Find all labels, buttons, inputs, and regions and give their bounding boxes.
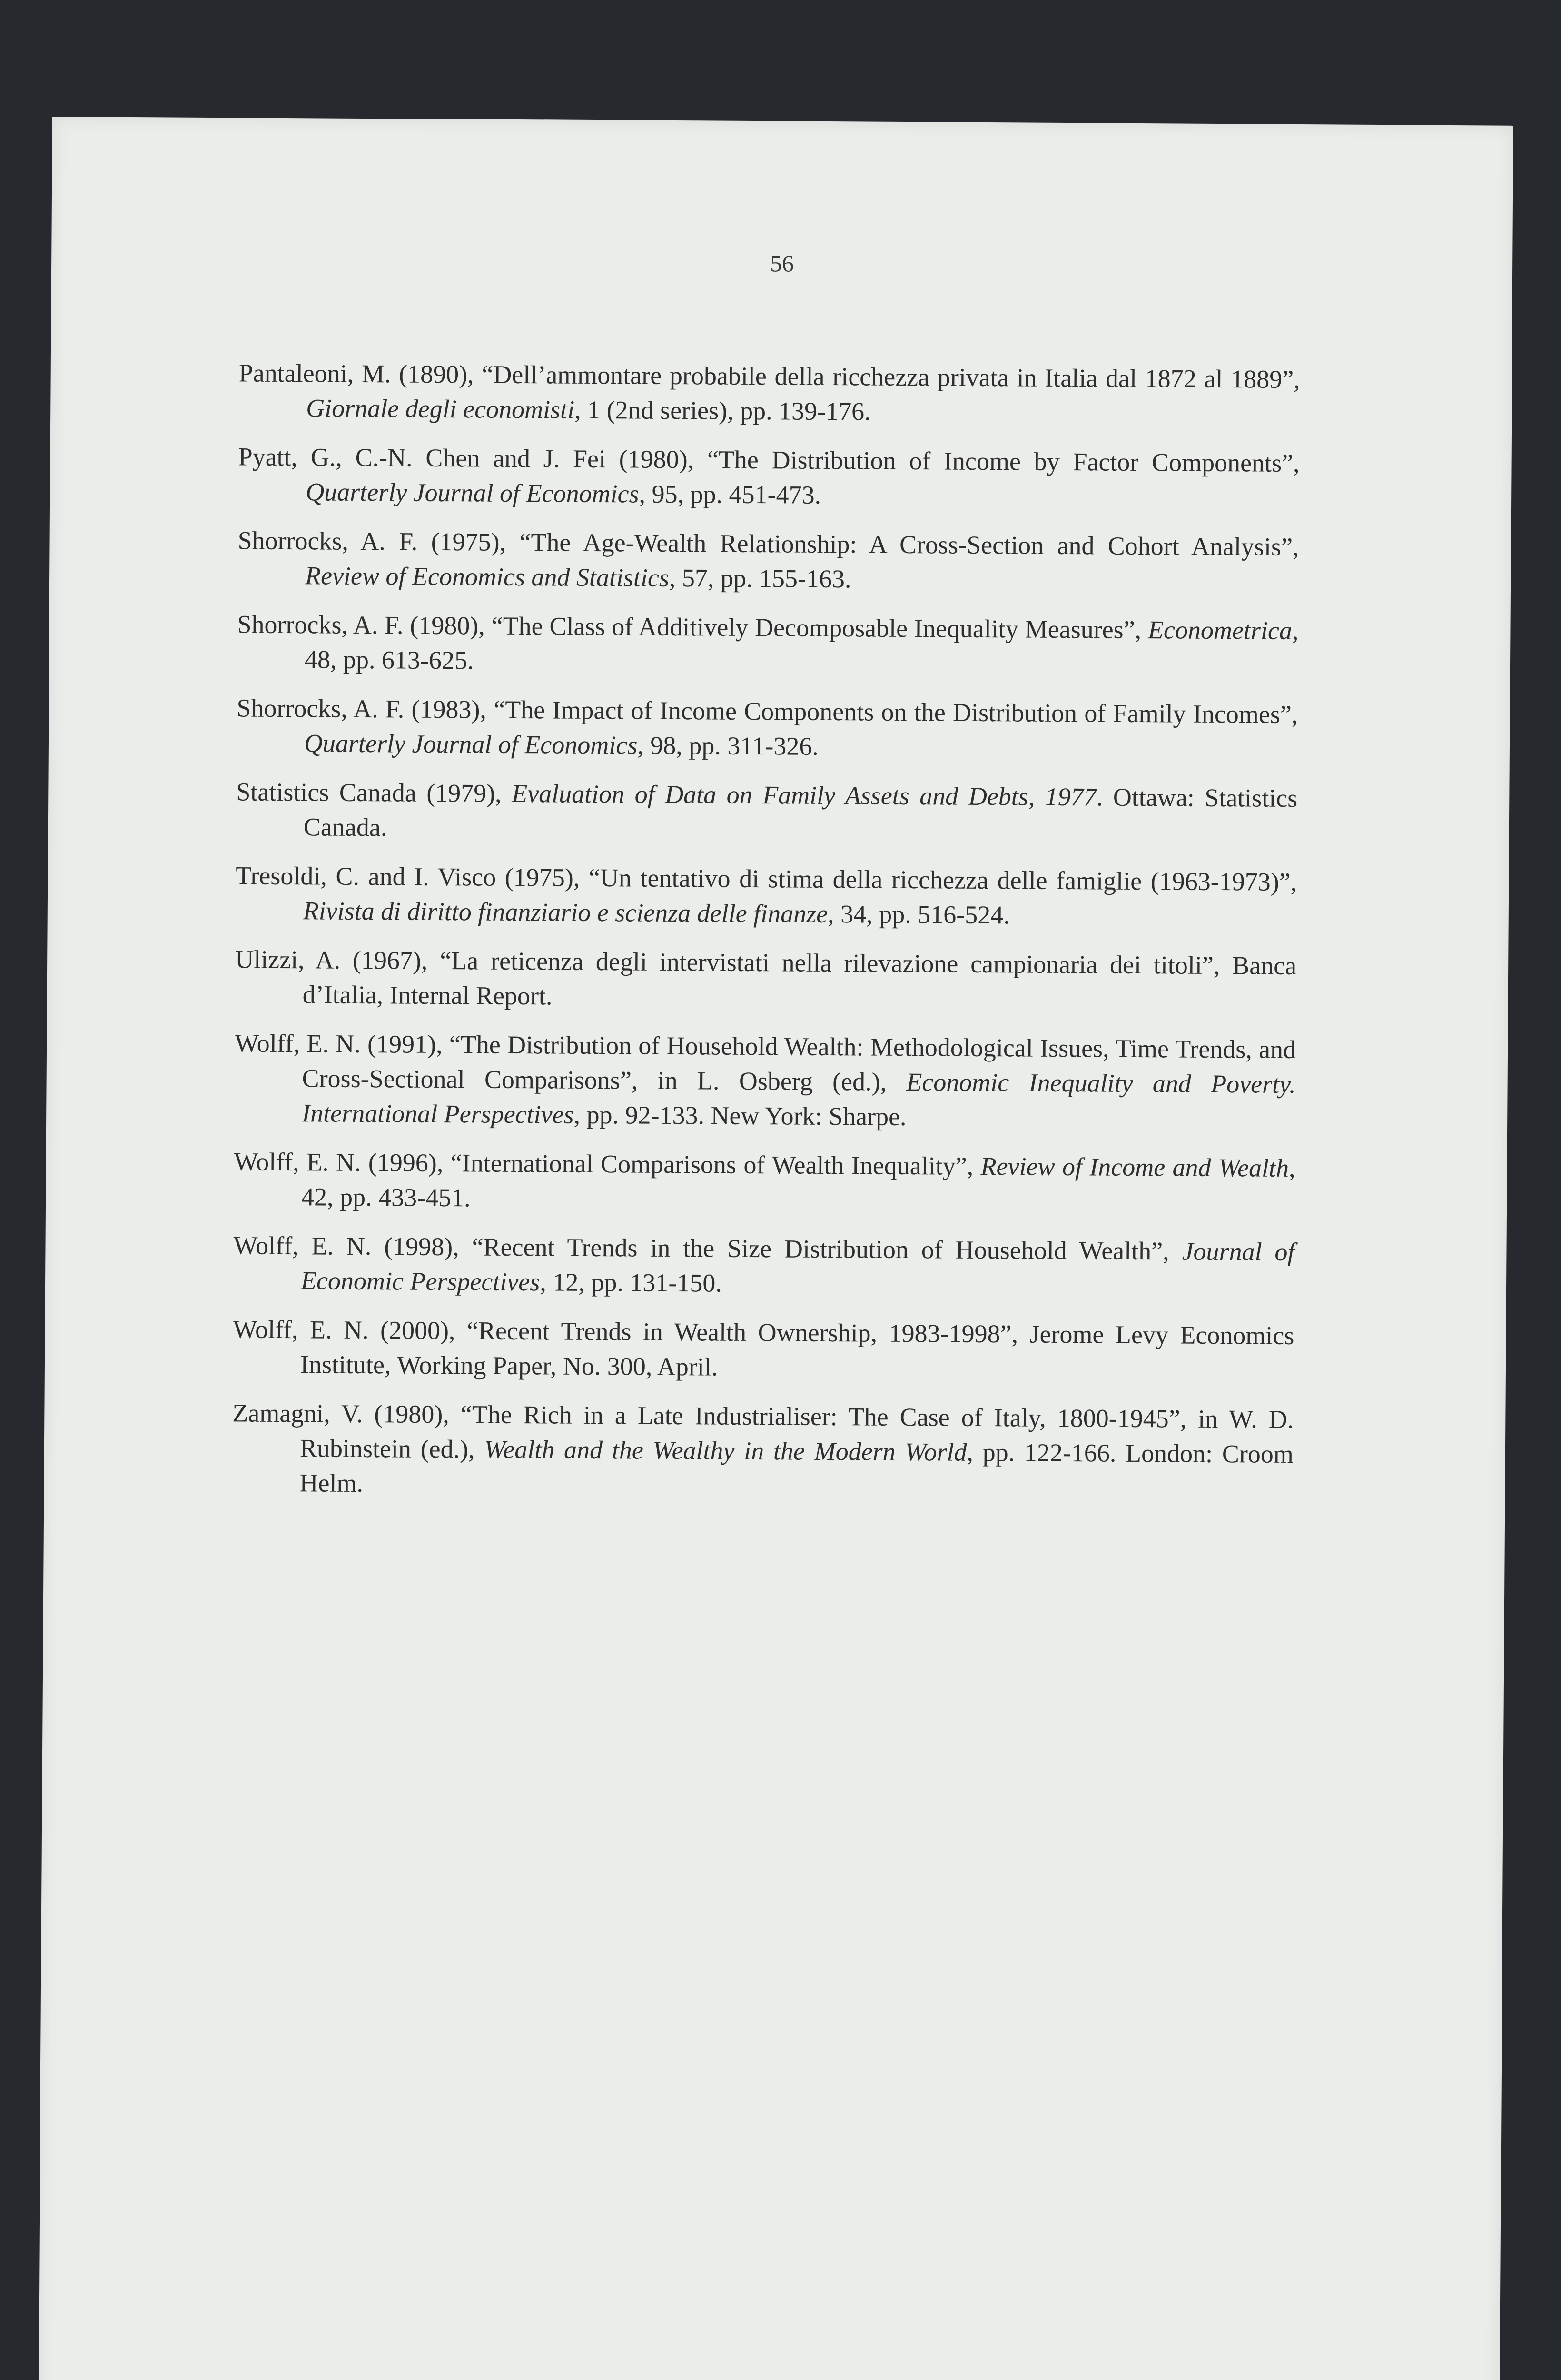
reference-source-title: Wealth and the Wealthy in the Modern World bbox=[484, 1435, 967, 1467]
reference-source-title: Quarterly Journal of Economics bbox=[304, 729, 638, 759]
reference-entry-pyatt-1980 bbox=[238, 439, 1300, 516]
reference-text: , 12, pp. 131-150. bbox=[540, 1268, 722, 1297]
reference-source-title: Review of Income and Wealth bbox=[980, 1152, 1289, 1182]
reference-text: Pantaleoni, M. (1890), “Dell’ammontare probabile della ricchezza privata in Italia dal 1872 al 1889”, bbox=[239, 358, 1300, 394]
reference-text: Shorrocks, A. F. (1975), “The Age-Wealth Relationship: A Cross-Section and Cohort Analysis”, bbox=[237, 526, 1299, 561]
reference-text: , 42, pp. 433-451. bbox=[301, 1154, 1295, 1212]
reference-text: . Ottawa: Statistics Canada. bbox=[304, 783, 1298, 842]
reference-source-title: Evaluation of Data on Family Assets and Debts, 1977 bbox=[512, 779, 1097, 812]
reference-text: , 57, pp. 155-163. bbox=[669, 564, 851, 593]
reference-text: Ulizzi, A. (1967), “La reticenza degli intervistati nella rilevazione campionaria dei titoli”, Banca d’Italia, Internal Report. bbox=[235, 945, 1296, 1010]
reference-text: , 95, pp. 451-473. bbox=[639, 480, 821, 509]
reference-text: , 48, pp. 613-625. bbox=[305, 616, 1299, 674]
reference-text: , pp. 92-133. New York: Sharpe. bbox=[573, 1101, 906, 1131]
reference-text: , 34, pp. 516-524. bbox=[828, 900, 1010, 929]
reference-text: Shorrocks, A. F. (1980), “The Class of Additively Decomposable Inequality Measures”, bbox=[237, 610, 1148, 644]
reference-source-title: Quarterly Journal of Economics bbox=[306, 477, 639, 508]
reference-entry-wolff-1998 bbox=[233, 1228, 1295, 1304]
reference-entry-ulizzi-1967 bbox=[235, 942, 1297, 1018]
reference-entry-wolff-2000 bbox=[233, 1312, 1294, 1388]
reference-text: Wolff, E. N. (1998), “Recent Trends in the Size Distribution of Household Wealth”, bbox=[233, 1231, 1182, 1265]
reference-text: Pyatt, G., C.-N. Chen and J. Fei (1980), “The Distribution of Income by Factor Components”, bbox=[238, 442, 1299, 477]
reference-entry-tresoldi-1975 bbox=[236, 858, 1297, 934]
reference-source-title: Review of Economics and Statistics bbox=[305, 561, 669, 592]
reference-text: Wolff, E. N. (2000), “Recent Trends in Wealth Ownership, 1983-1998”, Jerome Levy Economics Institute, Working Paper, No. 300, April. bbox=[233, 1315, 1294, 1381]
reference-text: , pp. 122-166. London: Croom Helm. bbox=[299, 1438, 1294, 1497]
reference-text: Wolff, E. N. (1996), “International Comparisons of Wealth Inequality”, bbox=[234, 1147, 980, 1180]
reference-source-title: Econometrica bbox=[1148, 615, 1292, 645]
reference-source-title: Journal of Economic Perspectives bbox=[301, 1237, 1295, 1297]
reference-entry-wolff-1991 bbox=[234, 1026, 1296, 1137]
reference-text: Zamagni, V. (1980), “The Rich in a Late Industrialiser: The Case of Italy, 1800-1945”, in W. D. Rubinstein (ed.), bbox=[232, 1398, 1294, 1463]
reference-text: Wolff, E. N. (1991), “The Distribution of Household Wealth: Methodological Issues, Time Trends, and Cross-Sectional Comparisons”, in L. Osberg (ed.), bbox=[235, 1029, 1296, 1096]
reference-list bbox=[232, 356, 1300, 1521]
page-number: 56 bbox=[51, 245, 1512, 282]
reference-entry-shorrocks-1975 bbox=[237, 523, 1299, 599]
reference-text: , 1 (2nd series), pp. 139-176. bbox=[574, 396, 871, 426]
reference-entry-shorrocks-1983 bbox=[237, 691, 1298, 767]
reference-source-title: Giornale degli economisti bbox=[306, 394, 574, 424]
paper-sheet bbox=[37, 117, 1513, 2380]
reference-text: Tresoldi, C. and I. Visco (1975), “Un tentativo di stima della ricchezza delle famiglie (1963-1973)”, bbox=[236, 861, 1297, 896]
reference-source-title: Economic Inequality and Poverty. International Perspectives bbox=[302, 1068, 1296, 1129]
reference-text: , 98, pp. 311-326. bbox=[637, 731, 819, 761]
reference-text: Statistics Canada (1979), bbox=[236, 777, 512, 808]
reference-text: Shorrocks, A. F. (1983), “The Impact of Income Components on the Distribution of Family Incomes”, bbox=[237, 694, 1298, 729]
reference-entry-wolff-1996 bbox=[234, 1144, 1295, 1220]
reference-entry-zamagni-1980 bbox=[232, 1396, 1294, 1507]
reference-entry-pantaleoni-1890 bbox=[238, 356, 1300, 432]
reference-entry-shorrocks-1980 bbox=[237, 607, 1299, 683]
reference-entry-statcan-1979 bbox=[236, 774, 1298, 851]
reference-source-title: Rivista di diritto finanziario e scienza delle finanze bbox=[303, 896, 828, 928]
